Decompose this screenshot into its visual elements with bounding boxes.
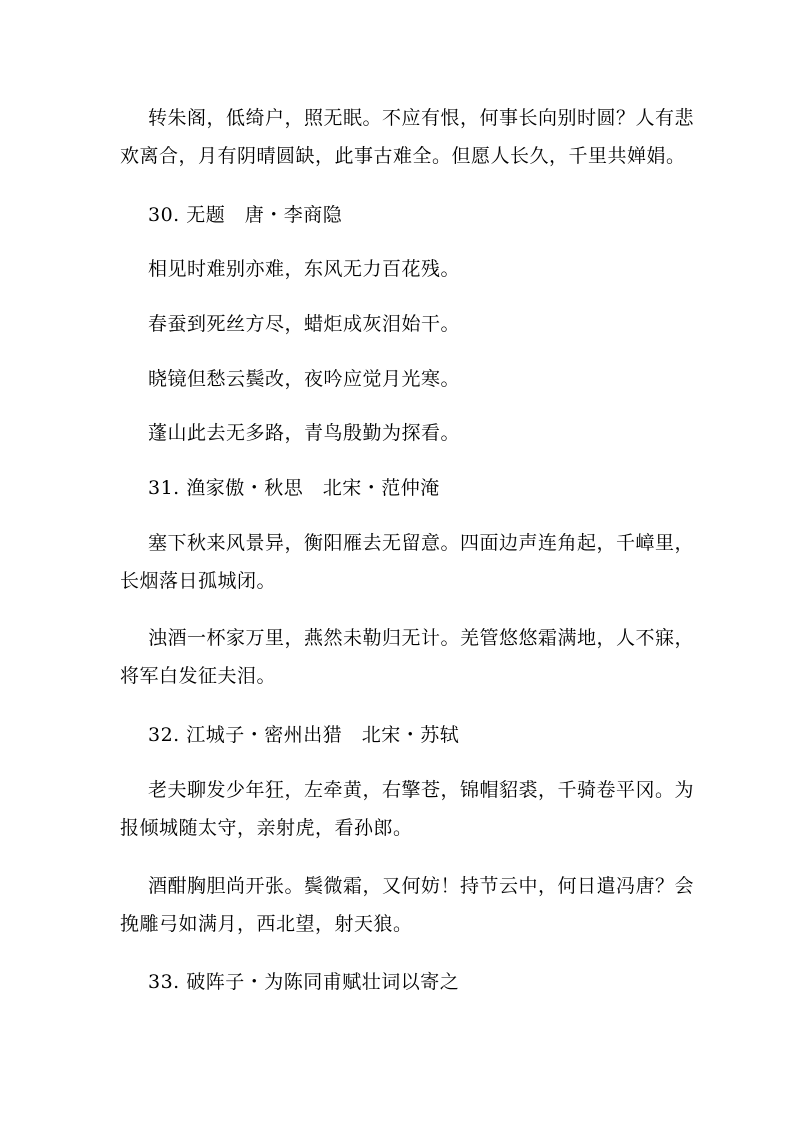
verse-line-2 (120, 305, 680, 343)
heading-poem-32 (120, 716, 680, 754)
text-line: 将军白发征夫泪。 (120, 665, 277, 687)
text-line: 相见时难别亦难，东风无力百花残。 (148, 258, 461, 280)
text-line: 蓬山此去无多路，青鸟殷勤为探看。 (148, 422, 461, 444)
text-line: 欢离合，月有阴晴圆缺，此事古难全。但愿人长久，千里共婵娟。 (120, 145, 686, 167)
paragraph-shuidiaogetou-end (120, 99, 695, 175)
paragraph-yujiaao-1 (120, 524, 695, 600)
text-line: 长烟落日孤城闭。 (120, 570, 277, 592)
text-line: 春蚕到死丝方尽，蜡炬成灰泪始干。 (148, 313, 461, 335)
text-line: 酒酣胸胆尚开张。鬓微霜，又何妨！持节云中，何日遣冯唐？会 (148, 875, 695, 897)
heading-poem-33 (120, 963, 680, 1001)
heading-poem-31 (120, 469, 680, 507)
text-line: 转朱阁，低绮户，照无眠。不应有恨，何事长向别时圆？人有悲 (148, 107, 695, 129)
paragraph-jiangchengzi-2 (120, 867, 695, 943)
heading-text: 30. 无题 唐・李商隐 (148, 204, 343, 226)
verse-line-3 (120, 360, 680, 398)
text-line: 老夫聊发少年狂，左牵黄，右擎苍，锦帽貂裘，千骑卷平冈。为 (148, 779, 695, 801)
verse-line-4 (120, 414, 680, 452)
heading-text: 32. 江城子・密州出猎 北宋・苏轼 (148, 724, 460, 746)
text-line: 晓镜但愁云鬓改，夜吟应觉月光寒。 (148, 368, 461, 390)
heading-text: 31. 渔家傲・秋思 北宋・范仲淹 (148, 477, 440, 499)
paragraph-yujiaao-2 (120, 619, 695, 695)
text-line: 塞下秋来风景异，衡阳雁去无留意。四面边声连角起，千嶂里， (148, 532, 695, 554)
heading-text: 33. 破阵子・为陈同甫赋壮词以寄之 (148, 971, 460, 993)
paragraph-jiangchengzi-1 (120, 771, 695, 847)
text-line: 浊酒一杯家万里，燕然未勒归无计。羌管悠悠霜满地，人不寐， (148, 627, 695, 649)
verse-line-1 (120, 250, 680, 288)
text-line: 报倾城随太守，亲射虎，看孙郎。 (120, 817, 413, 839)
text-line: 挽雕弓如满月，西北望，射天狼。 (120, 913, 413, 935)
heading-poem-30 (120, 196, 680, 234)
